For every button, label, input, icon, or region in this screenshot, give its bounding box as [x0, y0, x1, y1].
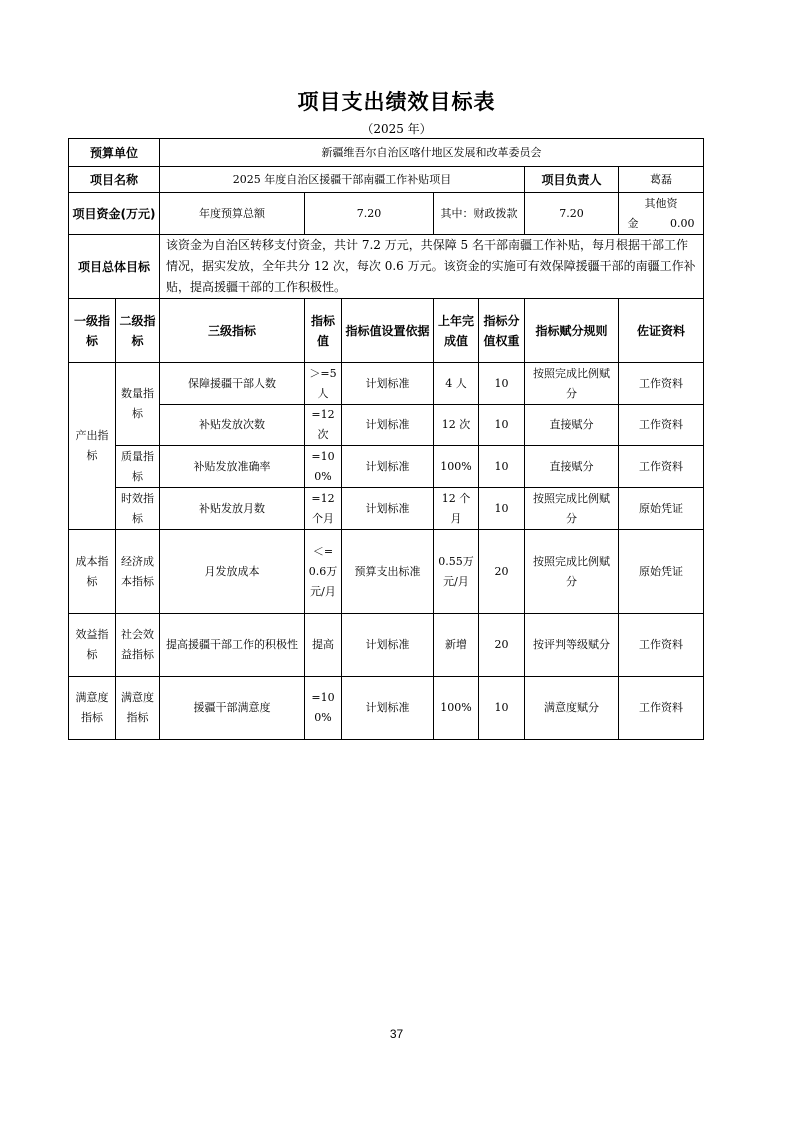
evidence: 原始凭证 — [619, 488, 704, 530]
other-funds-label: 其他资金 — [627, 196, 678, 230]
indicator-value: =12 次 — [305, 405, 342, 446]
evidence: 原始凭证 — [619, 530, 704, 614]
project-row — [69, 167, 704, 193]
total-budget-label: 年度预算总额 — [160, 193, 305, 235]
level1-benefit: 效益指标 — [69, 614, 116, 677]
indicator-basis: 计划标准 — [342, 677, 434, 740]
fiscal-value: 7.20 — [525, 193, 619, 235]
level3-indicator: 月发放成本 — [160, 530, 305, 614]
level3-indicator: 补贴发放次数 — [160, 405, 305, 446]
last-year-value: 新增 — [434, 614, 479, 677]
indicator-basis: 计划标准 — [342, 614, 434, 677]
scoring-rule: 直接赋分 — [525, 405, 619, 446]
header-evidence: 佐证资料 — [619, 299, 704, 363]
scoring-rule: 按照完成比例赋分 — [525, 488, 619, 530]
indicator-weight: 10 — [479, 488, 525, 530]
indicator-weight: 10 — [479, 677, 525, 740]
indicator-value: ＞=5人 — [305, 363, 342, 405]
total-budget-value: 7.20 — [305, 193, 434, 235]
goal-text: 该资金为自治区转移支付资金，共计 7.2 万元，共保障 5 名干部南疆工作补贴，每月根据干部工作情况，据实发放，全年共分 12 次，每次 0.6 万元。该资金的实施可有效保障援疆干部的南疆工作补贴，提高援疆干部的工作积极性。 — [160, 235, 704, 299]
header-level1: 一级指标 — [69, 299, 116, 363]
last-year-value: 12 个月 — [434, 488, 479, 530]
level3-indicator: 提高援疆干部工作的积极性 — [160, 614, 305, 677]
level3-indicator: 保障援疆干部人数 — [160, 363, 305, 405]
indicator-value: =100% — [305, 446, 342, 488]
indicator-value: 提高 — [305, 614, 342, 677]
last-year-value: 0.55万元/月 — [434, 530, 479, 614]
level3-indicator: 补贴发放准确率 — [160, 446, 305, 488]
goal-label: 项目总体目标 — [69, 235, 160, 299]
page-title: 项目支出绩效目标表 — [297, 90, 496, 114]
project-label: 项目名称 — [69, 167, 160, 193]
level2-timeliness: 时效指标 — [116, 488, 160, 530]
indicator-basis: 预算支出标准 — [342, 530, 434, 614]
level2-quantity: 数量指标 — [116, 363, 160, 446]
level3-indicator: 补贴发放月数 — [160, 488, 305, 530]
scoring-rule: 按评判等级赋分 — [525, 614, 619, 677]
indicator-weight: 10 — [479, 363, 525, 405]
scoring-rule: 按照完成比例赋分 — [525, 363, 619, 405]
table-row — [69, 530, 704, 614]
table-row — [69, 363, 704, 405]
table-row — [69, 405, 704, 446]
header-rule: 指标赋分规则 — [525, 299, 619, 363]
level1-satisfaction: 满意度指标 — [69, 677, 116, 740]
page-number: 37 — [389, 1027, 404, 1041]
header-last-year: 上年完成值 — [434, 299, 479, 363]
level1-cost: 成本指标 — [69, 530, 116, 614]
other-funds-cell — [619, 193, 704, 235]
unit-value: 新疆维吾尔自治区喀什地区发展和改革委员会 — [160, 139, 704, 167]
indicator-value: =100% — [305, 677, 342, 740]
header-level2: 二级指标 — [116, 299, 160, 363]
funds-row — [69, 193, 704, 235]
level2-quality: 质量指标 — [116, 446, 160, 488]
indicator-weight: 20 — [479, 530, 525, 614]
unit-row — [69, 139, 704, 167]
level2-economic-cost: 经济成本指标 — [116, 530, 160, 614]
scoring-rule: 按照完成比例赋分 — [525, 530, 619, 614]
table-row — [69, 677, 704, 740]
evidence: 工作资料 — [619, 614, 704, 677]
indicator-basis: 计划标准 — [342, 446, 434, 488]
header-row — [69, 299, 704, 363]
owner-value: 葛磊 — [619, 167, 704, 193]
header-basis: 指标值设置依据 — [342, 299, 434, 363]
level3-indicator: 援疆干部满意度 — [160, 677, 305, 740]
scoring-rule: 满意度赋分 — [525, 677, 619, 740]
last-year-value: 100% — [434, 446, 479, 488]
header-value: 指标值 — [305, 299, 342, 363]
owner-label: 项目负责人 — [525, 167, 619, 193]
level2-satisfaction: 满意度指标 — [116, 677, 160, 740]
indicator-weight: 10 — [479, 446, 525, 488]
indicator-basis: 计划标准 — [342, 363, 434, 405]
indicator-basis: 计划标准 — [342, 405, 434, 446]
last-year-value: 100% — [434, 677, 479, 740]
level1-output: 产出指标 — [69, 363, 116, 530]
fiscal-label: 其中：财政拨款 — [434, 193, 525, 235]
project-value: 2025 年度自治区援疆干部南疆工作补贴项目 — [160, 167, 525, 193]
evidence: 工作资料 — [619, 677, 704, 740]
indicator-value: =12 个月 — [305, 488, 342, 530]
indicator-basis: 计划标准 — [342, 488, 434, 530]
last-year-value: 4 人 — [434, 363, 479, 405]
other-funds-value: 0.00 — [670, 216, 695, 230]
evidence: 工作资料 — [619, 446, 704, 488]
indicator-weight: 20 — [479, 614, 525, 677]
table-row — [69, 614, 704, 677]
level2-social-benefit: 社会效益指标 — [116, 614, 160, 677]
evidence: 工作资料 — [619, 363, 704, 405]
header-level3: 三级指标 — [160, 299, 305, 363]
performance-target-table — [68, 138, 704, 740]
indicator-value: ＜=0.6万元/月 — [305, 530, 342, 614]
scoring-rule: 直接赋分 — [525, 446, 619, 488]
evidence: 工作资料 — [619, 405, 704, 446]
goal-row — [69, 235, 704, 299]
indicator-weight: 10 — [479, 405, 525, 446]
year-label: （2025 年） — [361, 122, 432, 136]
table-row — [69, 446, 704, 488]
table-row — [69, 488, 704, 530]
funds-label: 项目资金(万元) — [69, 193, 160, 235]
header-weight: 指标分值权重 — [479, 299, 525, 363]
last-year-value: 12 次 — [434, 405, 479, 446]
unit-label: 预算单位 — [69, 139, 160, 167]
